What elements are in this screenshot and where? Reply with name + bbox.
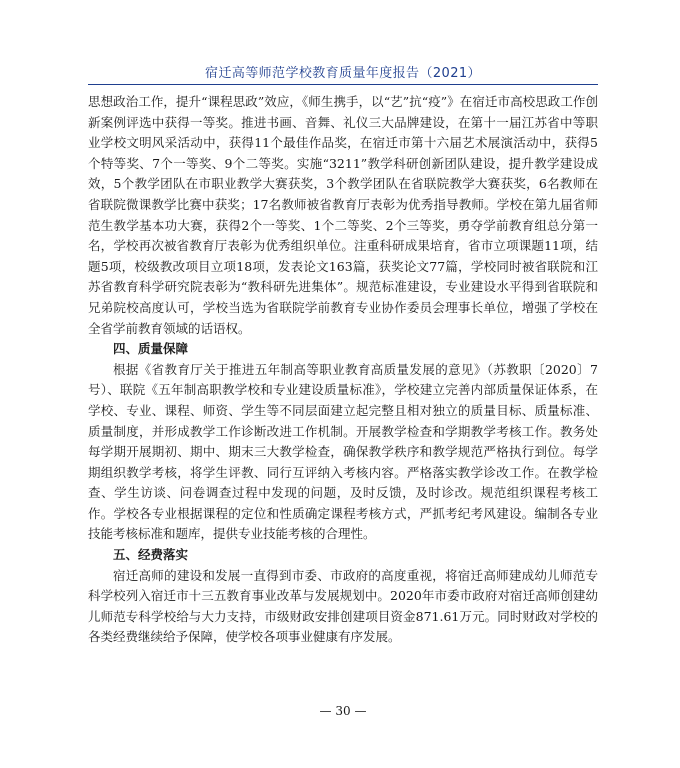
header-rule [88,84,598,85]
page-number: — 30 — [319,704,367,718]
body-text [88,92,598,648]
paragraph-funding: 宿迁高师的建设和发展一直得到市委、市政府的高度重视，将宿迁高师建成幼儿师范专科学校列入宿迁市十三五教育事业改革与发展规划中。2020年市委市政府对宿迁高师创建幼儿师范专科学校给与大力支持，市级财政安排创建项目资金871.61万元。同时财政对学校的各类经费继续给予保障，使学校各项事业健康有序发展。 [88,567,598,645]
running-header: 宿迁高等师范学校教育质量年度报告（2021） [205,66,481,81]
section-heading-funding: 五、经费落实 [113,547,189,563]
paragraph-intro: 思想政治工作，提升“课程思政”效应，《师生携手，以“艺”抗“疫”》在宿迁市高校思政工作创新案例评选中获得一等奖。推进书画、音舞、礼仪三大品牌建设，在第十一届江苏省中等职业学校文明风采活动中，获得11个最佳作品奖，在宿迁市第十六届艺术展演活动中，获得5个特等奖、7个一等奖、9个二等奖。实施“3211”教学科研创新团队建设，提升教学建设成效，5个教学团队在市职业教学大赛获奖，3个教学团队在省联院教学大赛获奖，6名教师在省联院微课教学比赛中获奖；17名教师被省教育厅表彰为优秀指导教师。学校在第九届省师范生教学基本功大赛，获得2个一等奖、1个二等奖、2个三等奖，勇夺学前教育组总分第一名，学校再次被省教育厅表彰为优秀组织单位。注重科研成果培育，省市立项课题11项，结题5项，校级教改项目立项18项，发表论文163篇，获奖论文77篇，学校同时被省联院和江苏省教育科学研究院表彰为“教科研先进集体”。规范标准建设，专业建设水平得到省联院和兄弟院校高度认可，学校当选为省联院学前教育专业协作委员会理事长单位，增强了学校在全省学前教育领域的话语权。 [88,94,598,336]
paragraph-quality: 根据《省教育厅关于推进五年制高等职业教育高质量发展的意见》（苏教职〔2020〕7号）、联院《五年制高职教学校和专业建设质量标准》，学校建立完善内部质量保证体系，在学校、专业、课程、师资、学生等不同层面建立起完整且相对独立的质量目标、质量标准、质量制度，并形成教学工作诊断改进工作机制。开展教学检查和学期教学考核工作。教务处每学期开展期初、期中、期末三大教学检查，确保教学秩序和教学规范严格执行到位。每学期组织教学考核，将学生评教、同行互评纳入考核内容。严格落实教学诊改工作。在教学检查、学生访谈、问卷调查过程中发现的问题，及时反馈，及时诊改。规范组织课程考核工作。学校各专业根据课程的定位和性质确定课程考核方式，严抓考纪考风建设。编制各专业技能考核标准和题库，提供专业技能考核的合理性。 [88,361,598,542]
section-heading-quality: 四、质量保障 [113,341,189,357]
